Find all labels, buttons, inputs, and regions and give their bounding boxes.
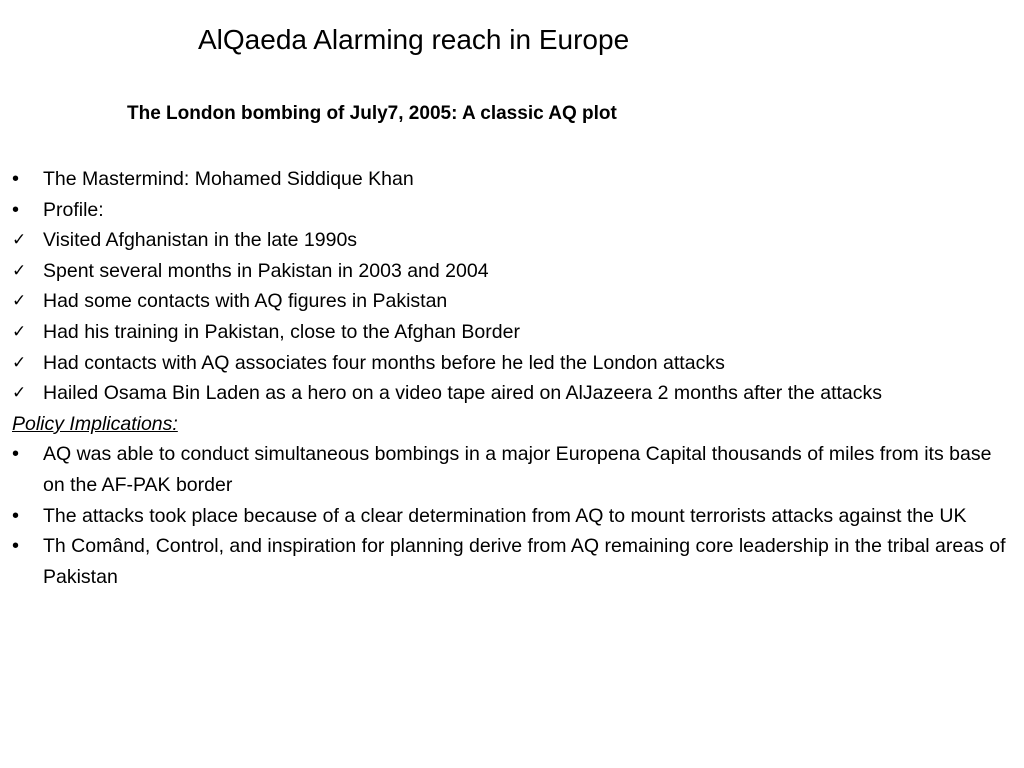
section-heading: Policy Implications: — [12, 412, 178, 435]
list-item-text: Had his training in Pakistan, close to the Afghan Border — [43, 320, 520, 343]
checkmark-icon: ✓ — [12, 230, 27, 251]
slide-subtitle: The London bombing of July7, 2005: A classic AQ plot — [127, 103, 617, 124]
list-item-text: Visited Afghanistan in the late 1990s — [43, 229, 358, 252]
list-item — [12, 317, 1012, 348]
list-item-text: Profile: — [43, 198, 104, 221]
bullet-icon: • — [12, 198, 20, 221]
bullet-icon: • — [12, 535, 20, 558]
bullet-icon: • — [12, 168, 20, 190]
list-item-text: Spent several months in Pakistan in 2003 and 2004 — [43, 259, 489, 282]
slide-content — [12, 164, 1012, 592]
slide-title: AlQaeda Alarming reach in Europe — [198, 24, 630, 55]
list-item — [12, 348, 1012, 379]
checkmark-icon: ✓ — [12, 321, 27, 342]
bullet-icon: • — [12, 443, 20, 466]
checkmark-icon: ✓ — [12, 260, 27, 281]
list-item — [12, 256, 1012, 287]
bullet-icon: • — [12, 504, 20, 527]
list-item — [12, 195, 1012, 226]
list-item-text: AQ was able to conduct simultaneous bombings in a major Europena Capital thousands of miles from its base on the AF-PAK border — [43, 443, 992, 496]
list-item — [12, 531, 1012, 592]
list-item — [12, 286, 1012, 317]
list-item — [12, 378, 1012, 409]
list-item-text: The attacks took place because of a clear determination from AQ to mount terrorists attacks against the UK — [43, 504, 967, 527]
list-item-text: Th Comând, Control, and inspiration for planning derive from AQ remaining core leadership in the tribal areas of Pakistan — [43, 535, 1006, 588]
list-item-text: Had some contacts with AQ figures in Pakistan — [43, 290, 448, 313]
list-item — [12, 225, 1012, 256]
list-item-text: Hailed Osama Bin Laden as a hero on a video tape aired on AlJazeera 2 months after the attacks — [43, 382, 883, 405]
list-item — [12, 164, 1012, 195]
checkmark-icon: ✓ — [12, 383, 27, 404]
list-item-text: The Mastermind: Mohamed Siddique Khan — [43, 168, 414, 190]
list-item-text: Had contacts with AQ associates four months before he led the London attacks — [43, 351, 725, 374]
checkmark-icon: ✓ — [12, 352, 27, 373]
list-item — [12, 439, 1012, 500]
checkmark-icon: ✓ — [12, 291, 27, 312]
list-item — [12, 501, 1012, 532]
